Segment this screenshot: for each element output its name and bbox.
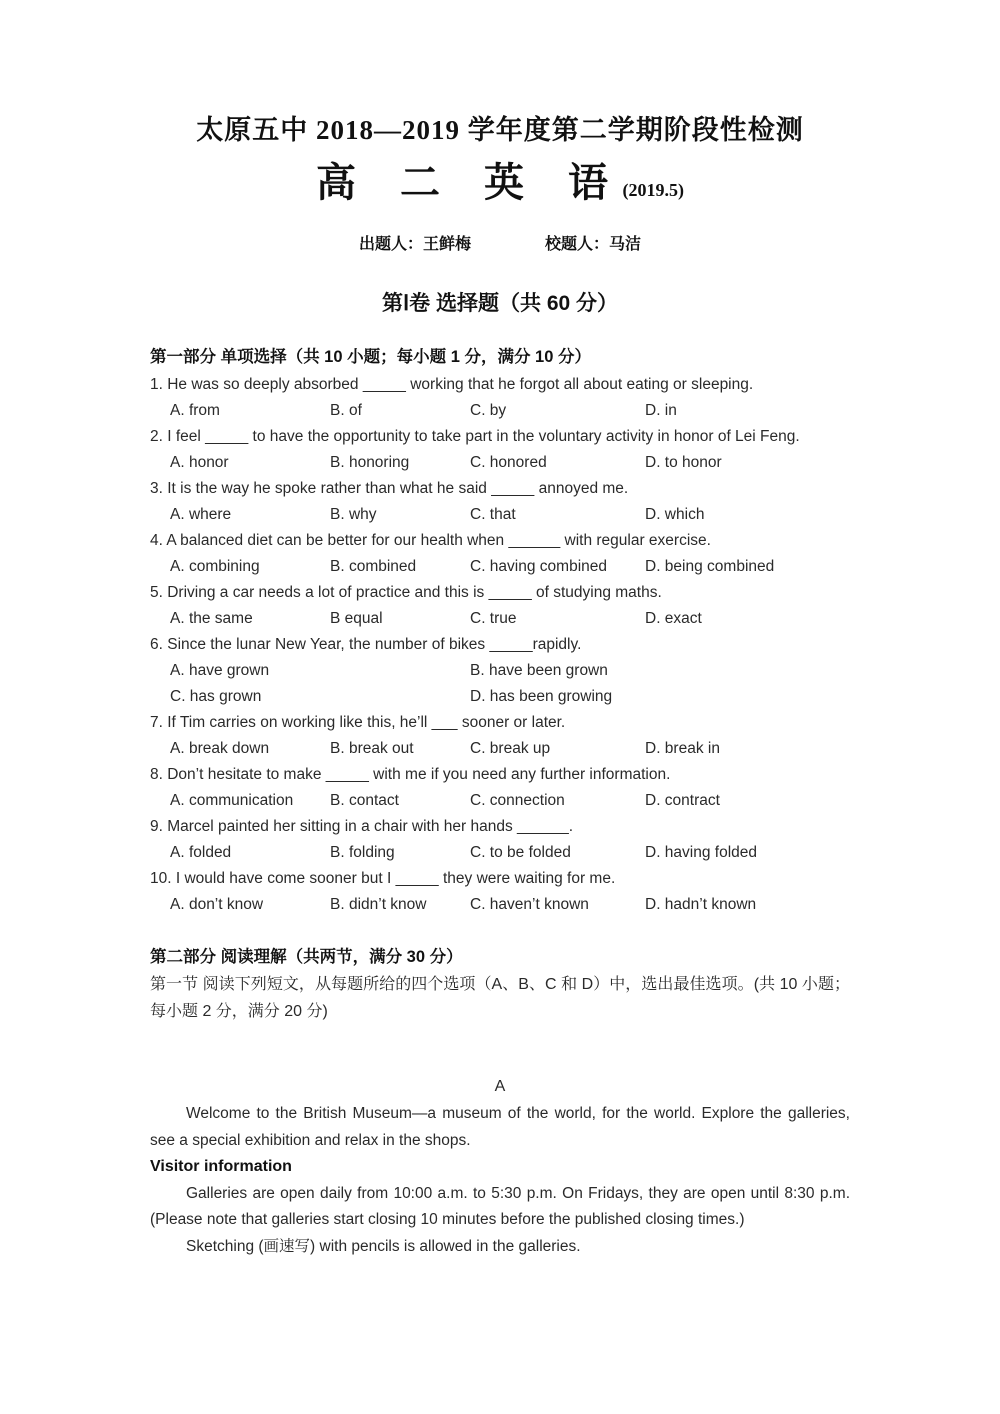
- exam-date: (2019.5): [622, 180, 684, 200]
- option-c: C. haven’t known: [470, 896, 589, 913]
- option-b: B. of: [330, 402, 362, 419]
- option-a: A. combining: [170, 558, 260, 575]
- question-text: 8. Don’t hesitate to make _____ with me if you need any further information.: [150, 766, 671, 783]
- option-d: D. exact: [645, 610, 702, 627]
- question-text: 6. Since the lunar New Year, the number of bikes _____rapidly.: [150, 636, 582, 653]
- question-6: [150, 632, 850, 710]
- option-a: A. folded: [170, 844, 232, 861]
- option-d: D. which: [645, 506, 705, 523]
- option-row: [150, 892, 850, 918]
- option-b: B. break out: [330, 740, 414, 757]
- option-row: [150, 606, 850, 632]
- question-text: 7. If Tim carries on working like this, he’ll ___ sooner or later.: [150, 714, 566, 731]
- question-text: 2. I feel _____ to have the opportunity to take part in the voluntary activity in honor of Lei Feng.: [150, 428, 800, 445]
- option-d: D. having folded: [645, 844, 758, 861]
- question-10: [150, 866, 850, 918]
- option-a: A. the same: [170, 610, 253, 627]
- option-d: D. being combined: [645, 558, 775, 575]
- subject-line: [150, 158, 850, 208]
- option-c: C. to be folded: [470, 844, 571, 861]
- question-7: [150, 710, 850, 762]
- option-a: A. from: [170, 402, 220, 419]
- option-b: B. didn’t know: [330, 896, 427, 913]
- option-a: A. honor: [170, 454, 229, 471]
- option-row: [150, 450, 850, 476]
- paper1-title: 第Ⅰ卷 选择题（共 60 分）: [381, 292, 619, 315]
- question-8: [150, 762, 850, 814]
- option-c: C. having combined: [470, 558, 607, 575]
- part2-section1-intro: 第一节 阅读下列短文，从每题所给的四个选项（A、B、C 和 D）中，选出最佳选项。(共 10 小题；每小题 2 分，满分 20 分): [150, 976, 850, 1020]
- question-3: [150, 476, 850, 528]
- option-d: D. has been growing: [470, 688, 613, 705]
- question-2: [150, 424, 850, 476]
- option-c: C. true: [470, 610, 517, 627]
- part2-heading: 第二部分 阅读理解（共两节，满分 30 分）: [150, 948, 463, 966]
- option-b: B equal: [330, 610, 383, 627]
- passage-paragraph: Welcome to the British Museum—a museum of the world, for the world. Explore the galleries, see a special exhibition and relax in the shops.: [150, 1105, 850, 1149]
- question-list: [150, 372, 850, 918]
- option-row: [150, 736, 850, 762]
- part2-block: [150, 944, 850, 1260]
- option-b: B. have been grown: [470, 662, 608, 679]
- option-b: B. honoring: [330, 454, 410, 471]
- passage-paragraph: Galleries are open daily from 10:00 a.m. to 5:30 p.m. On Fridays, they are open until 8:30 p.m. (Please note that galleries start closing 10 minutes before the published closing times.): [150, 1184, 850, 1228]
- question-text: 3. It is the way he spoke rather than what he said _____ annoyed me.: [150, 480, 629, 497]
- passage-paragraph: Sketching (画速写) with pencils is allowed in the galleries.: [186, 1237, 581, 1255]
- option-a: A. where: [170, 506, 232, 523]
- question-text: 9. Marcel painted her sitting in a chair with her hands ______.: [150, 818, 574, 835]
- option-d: D. contract: [645, 792, 720, 809]
- people-line: [150, 234, 850, 256]
- option-d: D. in: [645, 402, 677, 419]
- option-b: B. folding: [330, 844, 395, 861]
- option-row: [150, 398, 850, 424]
- reading-passage-a: [150, 1074, 850, 1260]
- question-9: [150, 814, 850, 866]
- option-row: [150, 554, 850, 580]
- part1-heading: 第一部分 单项选择（共 10 小题；每小题 1 分，满分 10 分）: [150, 348, 591, 366]
- question-5: [150, 580, 850, 632]
- question-text: 1. He was so deeply absorbed _____ working that he forgot all about eating or sleeping.: [150, 376, 754, 393]
- question-text: 10. I would have come sooner but I _____ they were waiting for me.: [150, 870, 616, 887]
- option-row: [150, 840, 850, 866]
- setter-name: 出题人：王鲜梅: [358, 236, 471, 253]
- option-c: C. that: [470, 506, 516, 523]
- option-c: C. has grown: [170, 688, 262, 705]
- option-c: C. break up: [470, 740, 551, 757]
- option-row: [150, 788, 850, 814]
- option-c: C. by: [470, 402, 507, 419]
- option-d: D. hadn’t known: [645, 896, 757, 913]
- option-b: B. combined: [330, 558, 417, 575]
- option-row: [150, 502, 850, 528]
- option-b: B. why: [330, 506, 377, 523]
- question-4: [150, 528, 850, 580]
- option-c: C. connection: [470, 792, 565, 809]
- exam-title: 太原五中 2018—2019 学年度第二学期阶段性检测: [196, 115, 804, 145]
- question-text: 4. A balanced diet can be better for our health when ______ with regular exercise.: [150, 532, 711, 549]
- option-a: A. don’t know: [170, 896, 264, 913]
- checker-name: 校题人：马洁: [545, 236, 642, 253]
- passage-subheading: Visitor information: [150, 1158, 292, 1175]
- option-c: C. honored: [470, 454, 547, 471]
- option-a: A. break down: [170, 740, 270, 757]
- option-row: [150, 658, 850, 710]
- option-d: D. break in: [645, 740, 720, 757]
- passage-label: A: [494, 1078, 506, 1095]
- option-d: D. to honor: [645, 454, 722, 471]
- question-1: [150, 372, 850, 424]
- subject-title: 高 二 英 语: [316, 160, 611, 205]
- question-text: 5. Driving a car needs a lot of practice and this is _____ of studying maths.: [150, 584, 662, 601]
- option-b: B. contact: [330, 792, 399, 809]
- option-a: A. communication: [170, 792, 294, 809]
- option-a: A. have grown: [170, 662, 270, 679]
